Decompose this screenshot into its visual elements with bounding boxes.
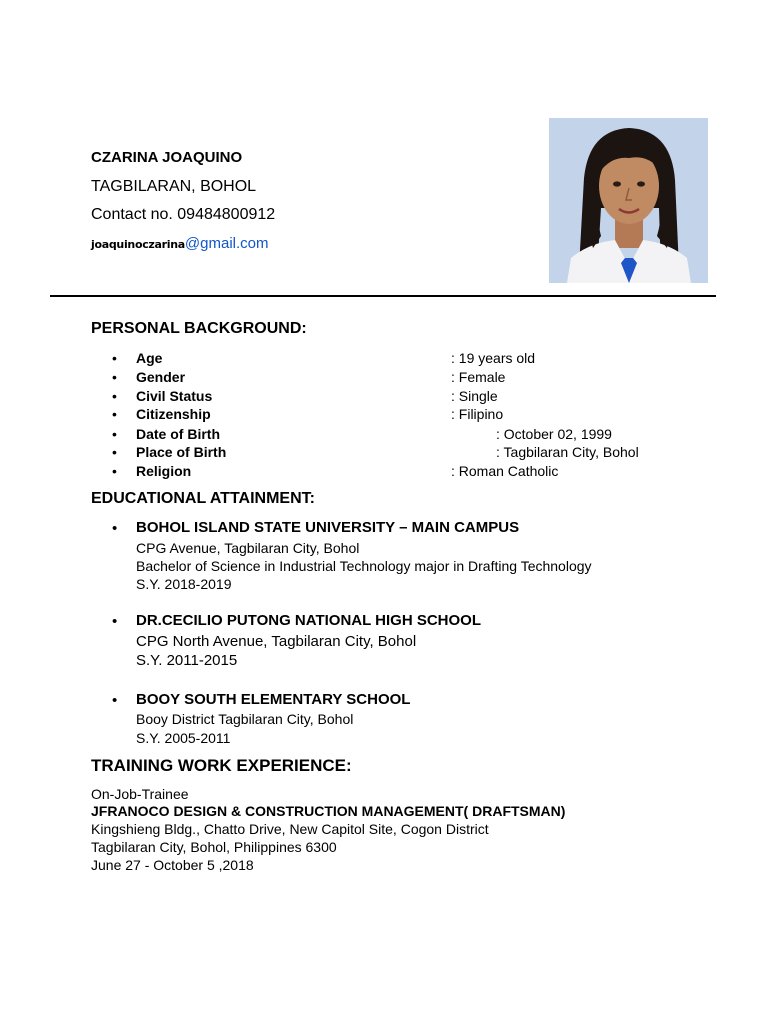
- field-value: : Filipino: [451, 406, 504, 422]
- training-company: JFRANOCO DESIGN & CONSTRUCTION MANAGEMENT( DRAFTSMAN): [91, 803, 566, 819]
- field-value: : Roman Catholic: [451, 463, 559, 479]
- bullet-icon: •: [112, 350, 117, 366]
- field-label: Citizenship: [136, 406, 211, 422]
- applicant-photo: [549, 118, 708, 283]
- school-address: Booy District Tagbilaran City, Bohol: [136, 711, 354, 727]
- bullet-icon: •: [112, 406, 117, 422]
- training-role: On-Job-Trainee: [91, 786, 189, 802]
- personal-background-heading: PERSONAL BACKGROUND:: [91, 320, 307, 337]
- field-label: Gender: [136, 369, 186, 385]
- bullet-icon: •: [112, 520, 118, 537]
- field-value: : 19 years old: [451, 350, 536, 366]
- bullet-icon: •: [112, 613, 118, 630]
- applicant-address: TAGBILARAN, BOHOL: [91, 178, 257, 195]
- training-heading: TRAINING WORK EXPERIENCE:: [91, 756, 352, 775]
- school-year: S.Y. 2005-2011: [136, 730, 231, 746]
- field-value: : October 02, 1999: [496, 426, 612, 442]
- field-value: : Single: [451, 388, 498, 404]
- bullet-icon: •: [112, 388, 117, 404]
- training-address-line-1: Kingshieng Bldg., Chatto Drive, New Capitol Site, Cogon District: [91, 821, 489, 837]
- bullet-icon: •: [112, 426, 117, 442]
- school-year: S.Y. 2011-2015: [136, 652, 238, 669]
- field-label: Date of Birth: [136, 426, 220, 442]
- email-user: joaquinoczarina: [91, 238, 185, 251]
- school-name: BOHOL ISLAND STATE UNIVERSITY – MAIN CAMPUS: [136, 519, 520, 536]
- school-address: CPG North Avenue, Tagbilaran City, Bohol: [136, 633, 417, 650]
- header-divider: [50, 295, 716, 297]
- bullet-icon: •: [112, 692, 118, 709]
- contact-number: Contact no. 09484800912: [91, 206, 276, 223]
- applicant-name: CZARINA JOAQUINO: [91, 149, 243, 166]
- training-address-line-2: Tagbilaran City, Bohol, Philippines 6300: [91, 839, 337, 855]
- school-name: DR.CECILIO PUTONG NATIONAL HIGH SCHOOL: [136, 612, 482, 629]
- field-label: Place of Birth: [136, 444, 227, 460]
- bullet-icon: •: [112, 463, 117, 479]
- field-value: : Tagbilaran City, Bohol: [496, 444, 639, 460]
- school-address: CPG Avenue, Tagbilaran City, Bohol: [136, 540, 360, 556]
- school-name: BOOY SOUTH ELEMENTARY SCHOOL: [136, 691, 411, 708]
- training-dates: June 27 - October 5 ,2018: [91, 857, 254, 873]
- bullet-icon: •: [112, 369, 117, 385]
- email-domain-link[interactable]: @gmail.com: [184, 235, 269, 252]
- bullet-icon: •: [112, 444, 117, 460]
- school-year: S.Y. 2018-2019: [136, 576, 232, 592]
- field-value: : Female: [451, 369, 506, 385]
- field-label: Religion: [136, 463, 192, 479]
- field-label: Age: [136, 350, 163, 366]
- school-degree: Bachelor of Science in Industrial Technology major in Drafting Technology: [136, 558, 592, 574]
- education-heading: EDUCATIONAL ATTAINMENT:: [91, 490, 315, 507]
- field-label: Civil Status: [136, 388, 213, 404]
- email-address[interactable]: [91, 235, 269, 253]
